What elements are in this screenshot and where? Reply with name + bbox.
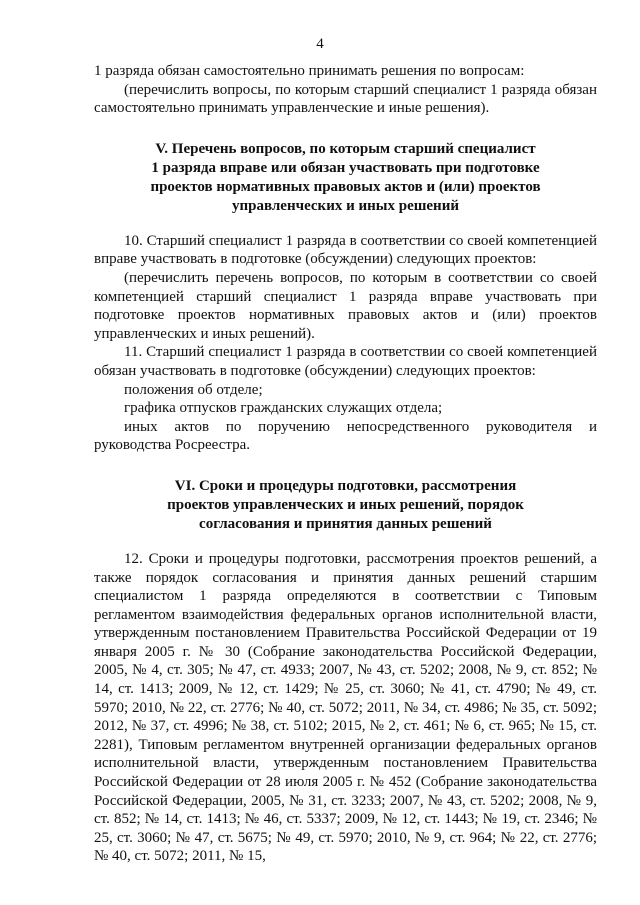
intro-line: 1 разряда обязан самостоятельно принимать решения по вопросам:: [94, 63, 525, 79]
intro-placeholder: (перечислить вопросы, по которым старший специалист 1 разряда обязан самостоятельно принимать управленческие и иные решения).: [94, 81, 597, 117]
paragraph-12: 12. Сроки и процедуры подготовки, рассмотрения проектов решений, а также порядок согласования и принятия данных решений старшим специалистом 1 разряда определяются в соответствии с Типовым регламентом взаимодействия федеральных органов исполнительной власти, утвержденным постановлением Правительства Российской Федерации от 19 января 2005 г. № 30 (Собрание законодательства Российской Федерации, 2005, № 4, ст. 305; № 47, ст. 4933; 2007, № 43, ст. 5202; 2008, № 9, ст. 852; № 14, ст. 1413; 2009, № 12, ст. 1429; № 25, ст. 3060; № 41, ст. 4790; № 49, ст. 5970; 2010, № 22, ст. 2776; № 40, ст. 5072; 2011, № 34, ст. 4986; № 35, ст. 5092; 2012, № 37, ст. 4996; № 38, ст. 5102; 2015, № 2, ст. 461; № 6, ст. 965; № 15, ст. 2281), Типовым регламентом внутренней организации федеральных органов исполнительной власти, утвержденным постановлением Правительства Российской Федерации от 28 июля 2005 г. № 452 (Собрание законодательства Российской Федерации, 2005, № 31, ст. 3233; 2007, № 43, ст. 5202; 2008, № 9, ст. 852; № 14, ст. 1413; № 46, ст. 5337; 2009, № 12, ст. 1443; № 19, ст. 2346; № 25, ст. 3060; № 47, ст. 5675; № 49, ст. 5970; 2010, № 9, ст. 964; № 22, ст. 2776; № 40, ст. 5072; 2011, № 15,: [94, 550, 597, 865]
section-5-heading-line: 1 разряда вправе или обязан участвовать при подготовке: [151, 159, 540, 176]
section-5-heading-line: V. Перечень вопросов, по которым старший специалист: [155, 140, 536, 157]
section-6-heading-line: VI. Сроки и процедуры подготовки, рассмотрения: [174, 477, 517, 494]
list-item: положения об отделе;: [124, 381, 263, 398]
page-number: 4: [316, 36, 324, 52]
page-content: [94, 62, 597, 866]
section-6-heading-line: проектов управленческих и иных решений, порядок: [167, 496, 524, 513]
paragraph-11: 11. Старший специалист 1 разряда в соответствии со своей компетенцией обязан участвовать в подготовке (обсуждении) следующих проектов:: [94, 344, 597, 379]
section-6-heading-line: согласования и принятия данных решений: [199, 515, 492, 532]
list-item: иных актов по поручению непосредственного руководителя и руководства Росреестра.: [94, 418, 597, 454]
section-5-heading-line: проектов нормативных правовых актов и (или) проектов: [150, 178, 541, 195]
list-item: графика отпусков гражданских служащих отдела;: [124, 400, 443, 417]
section-6-heading: [94, 477, 597, 534]
paragraph-10: 10. Старший специалист 1 разряда в соответствии со своей компетенцией вправе участвовать в подготовке (обсуждении) следующих проектов:: [94, 232, 597, 268]
section-5-heading: [94, 140, 597, 216]
paragraph-10-placeholder: (перечислить перечень вопросов, по которым в соответствии со своей компетенцией старший специалист 1 разряда вправе участвовать при подготовке проектов нормативных правовых актов и (или) проектов управленческих и иных решений).: [94, 269, 597, 342]
section-5-heading-line: управленческих и иных решений: [232, 197, 459, 214]
